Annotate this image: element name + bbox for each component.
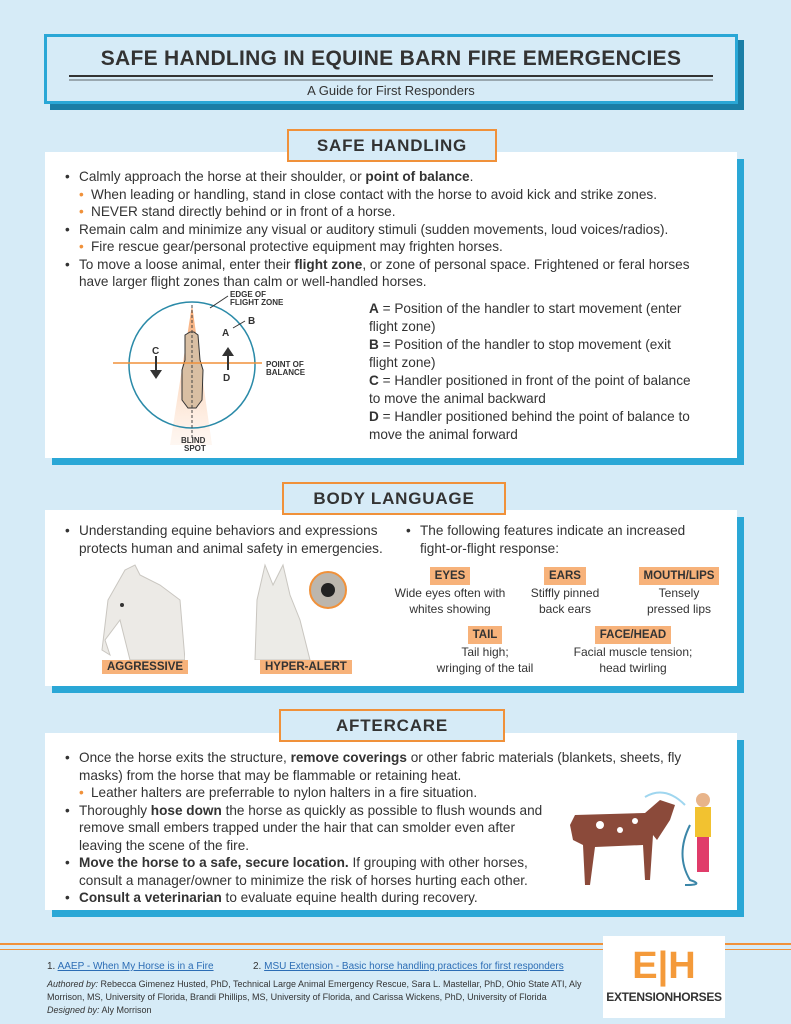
label-blind: BLIND: [181, 436, 206, 445]
label-edge: EDGE OF: [230, 290, 267, 299]
legend-item: C = Handler positioned in front of the point of balance to move the animal backward: [369, 373, 691, 406]
page-subtitle: A Guide for First Responders: [307, 83, 475, 98]
feature-eyes: EYES Wide eyes often with whites showing: [375, 567, 525, 617]
legend-item: D = Handler positioned behind the point of balance to move the animal forward: [369, 409, 690, 442]
feature-face: FACE/HEAD Facial muscle tension; head twirling: [558, 626, 708, 676]
hyper-alert-horse-photo: [245, 560, 355, 660]
label-c: C: [152, 346, 160, 357]
section-heading-body-language: BODY LANGUAGE: [282, 482, 506, 515]
bullet: • Calmly approach the horse at their shoulder, or point of balance.: [45, 168, 737, 186]
label-b: B: [248, 316, 256, 327]
bullet: • Move the horse to a safe, secure location. If grouping with other horses, consult a manager/owner to minimize the risk of horses hurting each other.: [45, 854, 565, 889]
bullet: • Once the horse exits the structure, remove coverings or other fabric materials (blankets, sheets, fly masks) from the horse that may be flammable or retaining heat.: [45, 749, 695, 784]
divider: [69, 75, 713, 77]
bullet: • To move a loose animal, enter their flight zone, or zone of personal space. Frightened or feral horses have larger flight zones than calm or well-handled horses.: [45, 256, 737, 291]
flight-zone-diagram: [100, 290, 320, 460]
feature-tail: TAIL Tail high; wringing of the tail: [410, 626, 560, 676]
label-blind: SPOT: [184, 444, 206, 453]
reference-2: 2. MSU Extension - Basic horse handling practices for first responders: [253, 961, 564, 972]
reference-link-2[interactable]: MSU Extension - Basic horse handling practices for first responders: [264, 961, 564, 972]
arrow-down-icon: [150, 356, 162, 379]
label-pob: POINT OF: [266, 360, 304, 369]
bullet: • Understanding equine behaviors and expressions protects human and animal safety in emergencies.: [45, 522, 400, 557]
title-banner: [44, 34, 738, 104]
label-d: D: [223, 373, 231, 384]
feature-ears: EARS Stiffly pinned back ears: [490, 567, 640, 617]
logo-text: EXTENSIONHORSES: [606, 990, 722, 1004]
section-heading-aftercare: AFTERCARE: [279, 709, 505, 742]
label-edge: FLIGHT ZONE: [230, 298, 284, 307]
page-title: SAFE HANDLING IN EQUINE BARN FIRE EMERGENCIES: [100, 47, 682, 70]
extension-horses-logo: [603, 936, 725, 1018]
bullet: • Consult a veterinarian to evaluate equine health during recovery.: [45, 889, 695, 907]
label-pob: BALANCE: [266, 368, 306, 377]
logo-mark: E|H: [632, 945, 696, 987]
bullet: • The following features indicate an increased fight-or-flight response:: [386, 522, 706, 557]
reference-1: 1. AAEP - When My Horse is in a Fire: [47, 961, 214, 972]
photo-label: AGGRESSIVE: [102, 660, 188, 674]
aggressive-horse-photo: [100, 560, 185, 660]
legend-item: A = Position of the handler to start movement (enter flight zone): [369, 301, 682, 334]
legend-item: B = Position of the handler to stop movement (exit flight zone): [369, 337, 671, 370]
photo-label: HYPER-ALERT: [260, 660, 352, 674]
sub-bullet: • NEVER stand directly behind or in front of a horse.: [45, 203, 737, 221]
sub-bullet: • Leather halters are preferrable to nylon halters in a fire situation.: [45, 784, 695, 802]
reference-link-1[interactable]: AAEP - When My Horse is in a Fire: [57, 961, 214, 972]
diagram-legend: [369, 300, 699, 444]
credits: Authored by: Rebecca Gimenez Husted, PhD, Technical Large Animal Emergency Rescue, Sara L. Mastellar, PhD, Ohio State ATI, Aly Morrison, MS, University of Florida, Brandi Phillips, MS, University of Florida, and Carissa Wickens, PhD, University of Florida Designed by: Aly Morrison: [47, 979, 582, 1015]
hosing-horse-illustration: [565, 785, 725, 890]
sub-bullet: • When leading or handling, stand in close contact with the horse to avoid kick and strike zones.: [45, 186, 737, 204]
arrow-up-icon: [222, 347, 234, 370]
bullet: • Thoroughly hose down the horse as quickly as possible to flush wounds and remove small embers trapped under the hair that can smolder even after leaving the scene of the fire.: [45, 802, 555, 855]
divider: [69, 79, 713, 81]
label-a: A: [222, 328, 230, 339]
sub-bullet: • Fire rescue gear/personal protective equipment may frighten horses.: [45, 238, 737, 256]
bullet: • Remain calm and minimize any visual or auditory stimuli (sudden movements, loud voices/radios).: [45, 221, 737, 239]
feature-mouth: MOUTH/LIPS Tensely pressed lips: [604, 567, 754, 617]
section-heading-safe-handling: SAFE HANDLING: [287, 129, 497, 162]
